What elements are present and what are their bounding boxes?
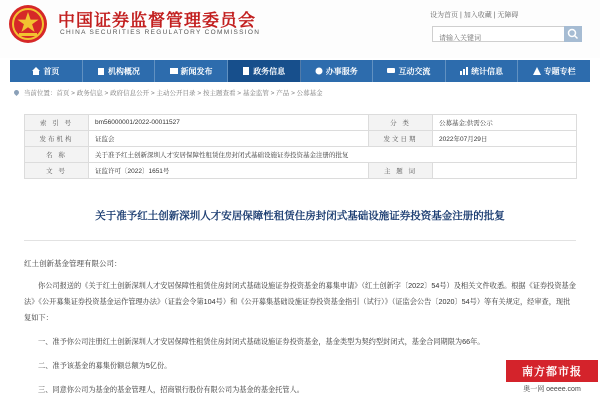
issuer-value: 证监会: [89, 131, 369, 147]
watermark-url: 奥一网 oeeee.com: [523, 386, 581, 393]
building-icon: [97, 67, 105, 75]
national-emblem-icon: [8, 4, 48, 44]
document-addressee: 红土创新基金管理有限公司：: [24, 259, 122, 268]
nav-label: 政务信息: [253, 66, 286, 76]
category-label: 分 类: [369, 115, 433, 131]
watermark-logo: 南方都市报: [506, 360, 598, 382]
document-paragraph-1: 你公司报送的《关于红土创新深圳人才安居保障性租赁住房封闭式基础设施证券投资基金的募集申请》（红土创新字〔2022〕54号）及相关文件收悉。根据《证券投资基金法》《公开募集证券投资基金运作管理办法》（证监会令第104号）和《公开募集基础设施证券投资基金指引（试行）》（证监会公告〔2020〕54号）等有关规定，经审查，现批复如下：: [24, 281, 576, 322]
search-input[interactable]: [433, 32, 567, 46]
nav-statistics[interactable]: [446, 60, 519, 82]
service-icon: [315, 67, 323, 75]
location-pin-icon: [13, 89, 20, 96]
top-links[interactable]: 设为首页 | 加入收藏 | 无障碍: [430, 12, 519, 19]
nav-interaction[interactable]: [373, 60, 446, 82]
site-title[interactable]: 中国证券监督管理委员会: [58, 11, 256, 31]
nav-label: 新闻发布: [180, 66, 213, 76]
name-label: 名 称: [25, 147, 89, 163]
document-paragraph-2: 一、准予你公司注册红土创新深圳人才安居保障性租赁住房封闭式基础设施证券投资基金，基金类型为契约型封闭式，基金合同期限为66年。: [38, 337, 485, 346]
index-label: 索 引 号: [25, 115, 89, 131]
nav-home[interactable]: [10, 60, 83, 82]
date-label: 发文日期: [369, 131, 433, 147]
home-icon: [32, 67, 40, 75]
docno-value: 证监许可〔2022〕1651号: [89, 163, 369, 179]
document-paragraph-4: 三、同意你公司为基金的基金管理人，招商银行股份有限公司为基金的基金托管人。: [38, 385, 304, 394]
docno-label: 文 号: [25, 163, 89, 179]
document-title: 关于准予红土创新深圳人才安居保障性租赁住房封闭式基础设施证券投资基金注册的批复: [95, 210, 505, 222]
index-value: bm56000001/2022-00011527: [89, 115, 369, 131]
document-metadata-table: [24, 114, 577, 179]
search-button[interactable]: [564, 26, 582, 42]
nav-about[interactable]: [83, 60, 156, 82]
nav-label: 互动交流: [398, 66, 431, 76]
issuer-label: 发布机构: [25, 131, 89, 147]
nav-news[interactable]: [155, 60, 228, 82]
main-navigation: [10, 60, 590, 82]
breadcrumb: [14, 88, 323, 97]
keywords-label: 主 题 词: [369, 163, 433, 179]
topic-icon: [533, 67, 541, 75]
search-box: [432, 26, 582, 42]
date-value: 2022年07月29日: [433, 131, 577, 147]
nav-label: 首页: [43, 66, 60, 76]
news-icon: [170, 67, 178, 75]
nav-services[interactable]: [301, 60, 374, 82]
name-value: 关于准予红土创新深圳人才安居保障性租赁住房封闭式基础设施证券投资基金注册的批复: [89, 147, 577, 163]
nav-gov-info[interactable]: [228, 60, 301, 82]
newspaper-watermark: [506, 360, 598, 394]
document-icon: [242, 67, 250, 75]
title-divider: [24, 240, 576, 241]
nav-label: 机构概况: [107, 66, 140, 76]
breadcrumb-text[interactable]: 当前位置：首页 > 政务信息 > 政府信息公开 > 主动公开目录 > 按主题查看 > 基金监管 > 产品 > 公募基金: [23, 90, 323, 97]
site-header: [0, 0, 600, 58]
document-paragraph-3: 二、准予该基金的募集份额总额为5亿份。: [38, 361, 172, 370]
chart-icon: [460, 67, 468, 75]
nav-label: 专题专栏: [543, 66, 576, 76]
nav-topics[interactable]: [518, 60, 590, 82]
category-value: 公募基金;供需公示: [433, 115, 577, 131]
chat-icon: [387, 67, 395, 75]
keywords-value: [433, 163, 577, 179]
site-subtitle: CHINA SECURITIES REGULATORY COMMISSION: [60, 29, 261, 36]
nav-label: 办事服务: [325, 66, 358, 76]
nav-label: 统计信息: [471, 66, 504, 76]
search-icon: [564, 26, 582, 42]
